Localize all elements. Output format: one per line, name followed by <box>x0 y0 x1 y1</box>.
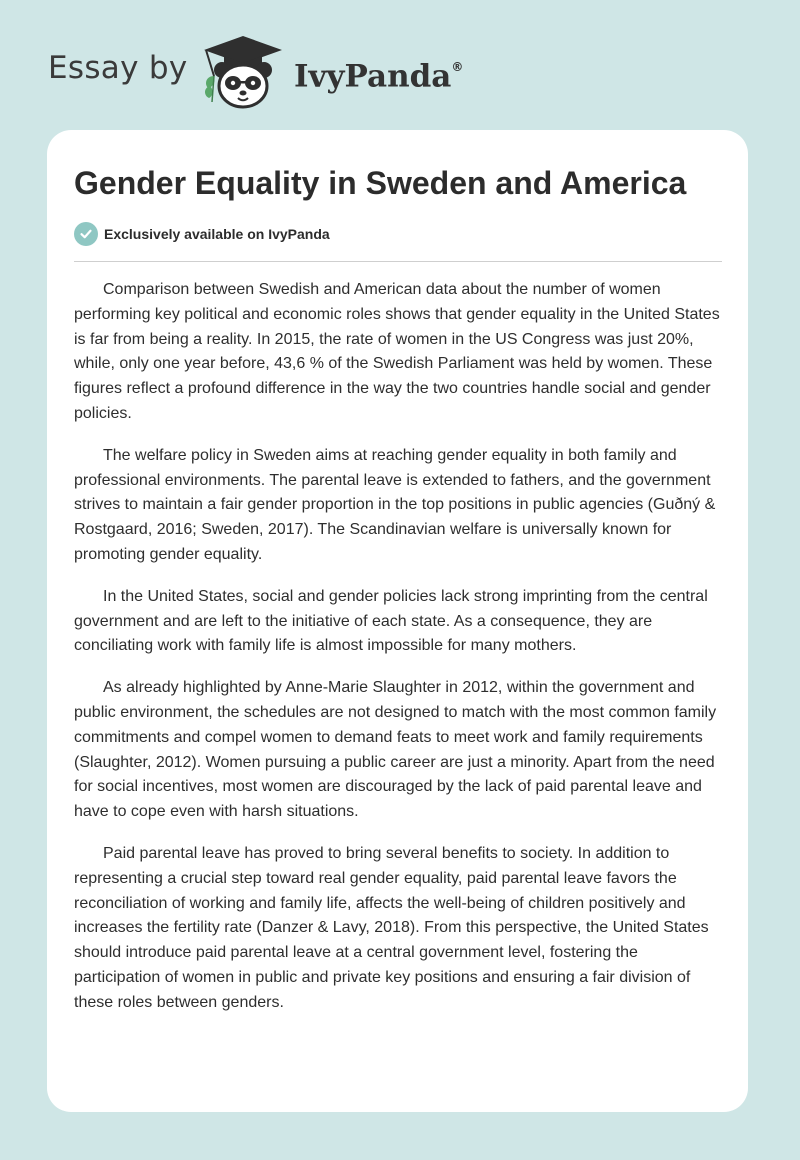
paragraph: Paid parental leave has proved to bring several benefits to society. In addition to representing a crucial step toward real gender equality, paid parental leave favors the reconciliation of working and family life, affects the well-being of children positively and increases the fertility rate (Danzer & Lavy, 2018). From this perspective, the United States should introduce paid parental leave at a central government level, fostering the participation of women in public and private key positions and ensuring a fair division of these roles between genders. <box>74 844 709 1011</box>
title-divider <box>74 261 722 262</box>
ivy-leaf-icon <box>205 76 215 102</box>
essay-title: Gender Equality in Sweden and America <box>74 165 687 201</box>
essay-body <box>74 278 724 1033</box>
brand-name: IvyPanda <box>294 58 452 95</box>
essay-card <box>47 130 748 1112</box>
essay-by-label: Essay by <box>48 50 188 86</box>
exclusive-badge <box>74 222 330 246</box>
registered-mark: ® <box>451 60 464 74</box>
site-header <box>0 0 800 130</box>
paragraph: The welfare policy in Sweden aims at reaching gender equality in both family and professional environments. The parental leave is extended to fathers, and the government strives to maintain a fair gender proportion in the top positions in public agencies (Guðný & Rostgaard, 2016; Sweden, 2017). The Scandinavian welfare is universally known for promoting gender equality. <box>74 446 716 563</box>
paragraph: As already highlighted by Anne-Marie Slaughter in 2012, within the government and public environment, the schedules are not designed to match with the most common family commitments and compel women to demand feats to meet work and family requirements (Slaughter, 2012). Women pursuing a public career are just a minority. Apart from the need for social incentives, most women are discouraged by the lack of paid parental leave and have to cope even with harsh situations. <box>74 679 717 821</box>
exclusive-label: Exclusively available on IvyPanda <box>104 226 330 242</box>
brand-logo-text[interactable] <box>294 51 463 96</box>
paragraph: In the United States, social and gender policies lack strong imprinting from the central government and are left to the initiative of each state. As a consequence, they are conciliating work with family life is almost impossible for many mothers. <box>74 587 708 655</box>
check-circle-icon <box>74 222 98 246</box>
paragraph: Comparison between Swedish and American data about the number of women performing key political and economic roles shows that gender equality in the United States is far from being a reality. In 2015, the rate of women in the US Congress was just 20%, while, only one year before, 43,6 % of the Swedish Parliament was held by women. These figures reflect a profound difference in the way the two countries handle social and gender policies. <box>74 281 720 422</box>
panda-graduate-icon[interactable] <box>200 32 286 110</box>
